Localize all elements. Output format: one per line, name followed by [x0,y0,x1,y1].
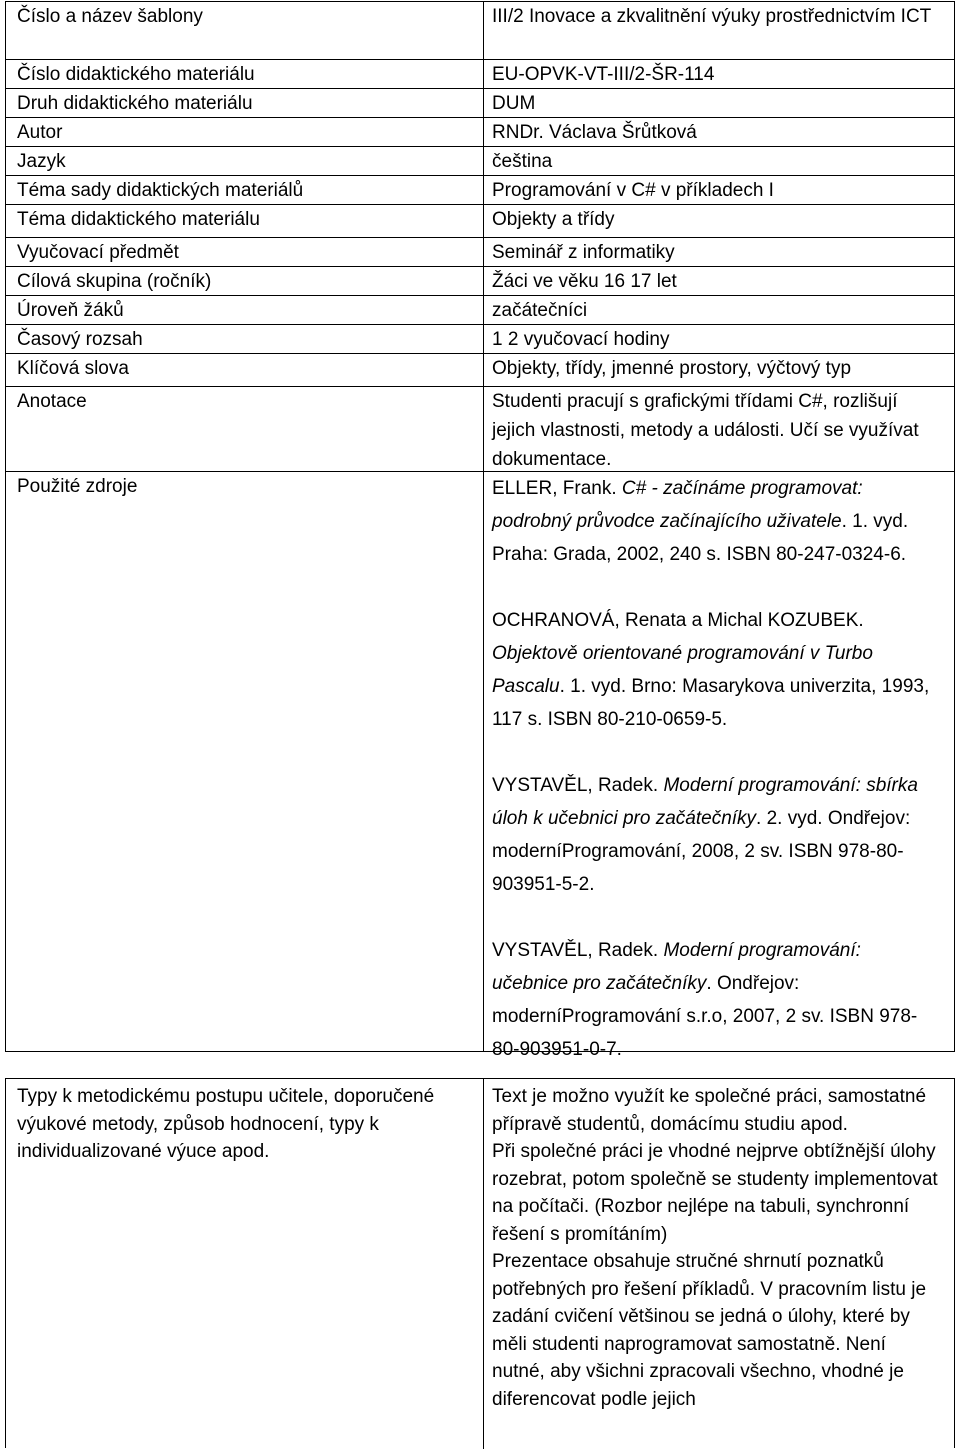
table-row [6,266,954,295]
table-row [6,324,954,353]
row-value: Objekty, třídy, jmenné prostory, výčtový typ [492,358,852,379]
table-row [6,386,954,471]
source-title: Moderní programování: učebnice pro začátečníky [492,940,861,994]
source-details: . 2. vyd. Ondřejov: moderníProgramování, 2008, 2 sv. ISBN 978-80-903951-5-2. [492,808,911,895]
method-text [484,1079,954,1449]
row-label: Jazyk [6,147,484,175]
table-row-sources [6,471,954,1060]
method-table [5,1078,955,1448]
table-row [6,146,954,175]
method-paragraph: Text je možno využít ke společné práci, samostatné přípravě studentů, domácímu studiu apod. [492,1086,927,1135]
row-value: EU-OPVK-VT-III/2-ŠR-114 [492,64,715,85]
table-row [6,2,954,59]
row-label: Číslo didaktického materiálu [6,60,484,88]
table-row [6,295,954,324]
row-value: Žáci ve věku 16 17 let [492,271,677,292]
row-value: Seminář z informatiky [492,242,675,263]
row-label: Časový rozsah [6,325,484,353]
row-label: Číslo a název šablony [6,2,484,59]
source-author: ELLER, Frank. [492,478,622,499]
table-row [6,59,954,88]
row-value: Studenti pracují s grafickými třídami C#, rozlišují jejich vlastnosti, metody a události. Učí se využívat dokumentace. [492,391,919,470]
method-paragraph: Prezentace obsahuje stručné shrnutí poznatků potřebných pro řešení příkladů. V pracovním listu je zadání cvičení většinou se jedná o úlohy, které by měli studenti naprogramovat samostatně. Není nutné, aby všichni zpracovali všechno, vhodné je diferencovat podle jejich [492,1251,927,1410]
row-label: Téma didaktického materiálu [6,205,484,237]
row-label: Klíčová slova [6,354,484,386]
source-details: . 1. vyd. Praha: Grada, 2002, 240 s. ISBN 80-247-0324-6. [492,511,909,565]
source-author: VYSTAVĚL, Radek. [492,775,664,796]
source-item [492,769,936,901]
row-label: Úroveň žáků [6,296,484,324]
source-author: VYSTAVĚL, Radek. [492,940,664,961]
info-table [5,1,955,1060]
source-item [492,604,936,736]
table-row [6,88,954,117]
method-paragraph: Při společné práci je vhodné nejprve obtížnější úlohy rozebrat, potom společně se studenty implementovat na počítači. (Rozbor nejlépe na tabuli, synchronní řešení s promítáním) [492,1141,938,1245]
row-value: Programování v C# v příkladech I [492,180,774,201]
row-value: RNDr. Václava Šrůtková [492,122,697,143]
table-row [6,175,954,204]
table-row [6,117,954,146]
row-label: Použité zdroje [6,472,484,1051]
sources-list [484,472,954,1060]
source-item [492,472,936,571]
row-value: Objekty a třídy [492,209,615,230]
table-row [6,237,954,266]
method-label: Typy k metodickému postupu učitele, doporučené výukové metody, způsob hodnocení, typy k individualizované výuce apod. [6,1079,484,1449]
row-label: Téma sady didaktických materiálů [6,176,484,204]
table-row [6,353,954,386]
source-title: Objektově orientované programování v Turbo Pascalu [492,643,873,697]
row-label: Anotace [6,387,484,471]
table-row [6,1079,954,1449]
row-value: začátečníci [492,300,588,321]
row-label: Druh didaktického materiálu [6,89,484,117]
source-title: Moderní programování: sbírka úloh k učebnici pro začátečníky [492,775,918,829]
row-value: DUM [492,93,536,114]
row-label: Vyučovací předmět [6,238,484,266]
source-details: . Ondřejov: moderníProgramování s.r.o, 2007, 2 sv. ISBN 978-80-903951-0-7. [492,973,918,1060]
row-label: Autor [6,118,484,146]
row-value: čeština [492,151,553,172]
source-item [492,934,936,1066]
row-label: Cílová skupina (ročník) [6,267,484,295]
source-title: C# - začínáme programovat: podrobný průvodce začínajícího uživatele [492,478,863,532]
row-value: 1 2 vyučovací hodiny [492,329,670,350]
row-value: III/2 Inovace a zkvalitnění výuky prostřednictvím ICT [492,6,932,27]
table-row [6,204,954,237]
source-author: OCHRANOVÁ, Renata a Michal KOZUBEK. [492,610,864,631]
source-details: . 1. vyd. Brno: Masarykova univerzita, 1993, 117 s. ISBN 80-210-0659-5. [492,676,930,730]
